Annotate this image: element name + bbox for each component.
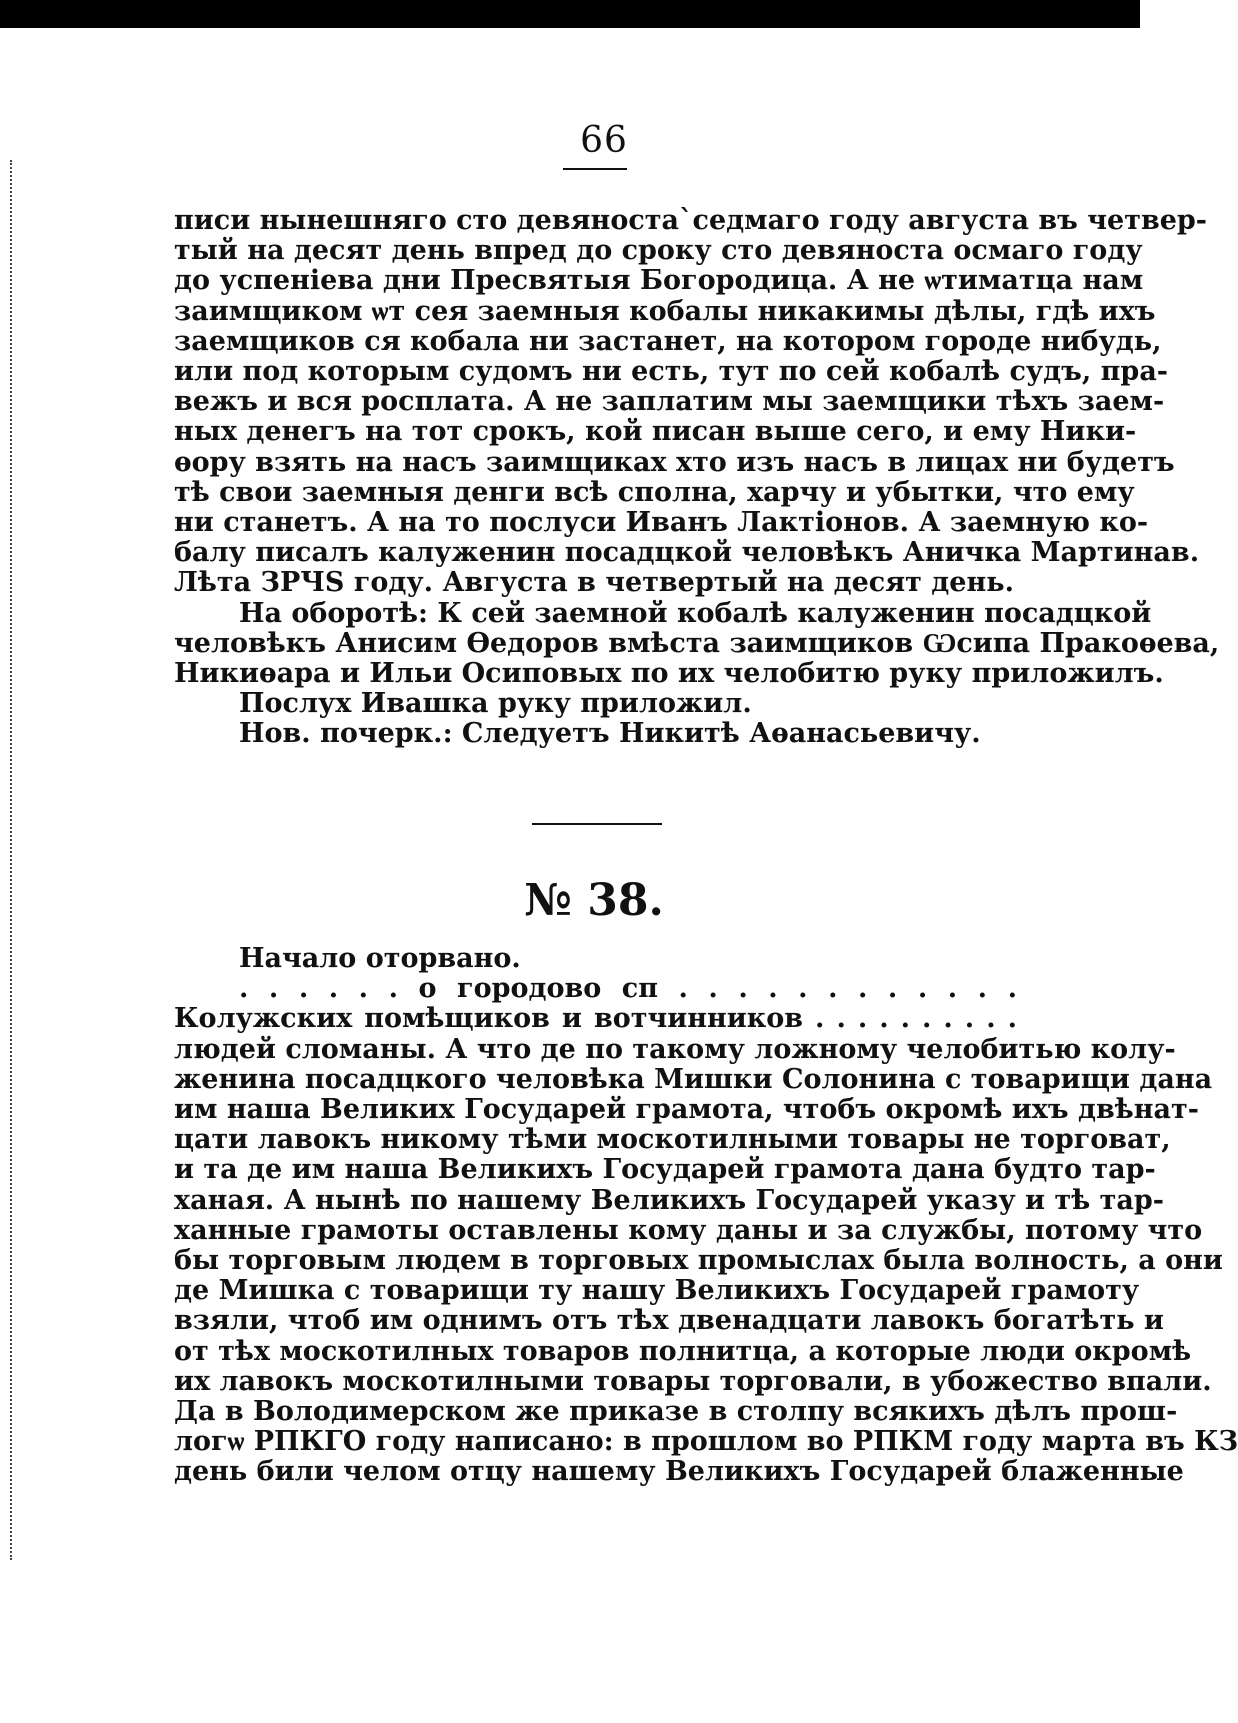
text-line: человѣкъ Анисим Ѳедоров вмѣста заимщиков Ѡсипа Пракоѳева, (174, 627, 1220, 659)
text-line: логѡ РПКГО году написано: в прошлом во РПКМ году марта въ КЗ (174, 1426, 1238, 1458)
text-line: ни станетъ. А на то послуси Иванъ Лактiонов. А заемную ко- (174, 507, 1149, 539)
text-line: женина посадцкого человѣка Мишки Солонина с товарищи дана (174, 1063, 1213, 1095)
section-heading: № 38. (524, 875, 664, 926)
text-line: взяли, чтоб им однимъ отъ тѣх двенадцати лавокъ богатѣть и (174, 1305, 1164, 1337)
section-divider (532, 823, 662, 825)
text-line: день били челом отцу нашему Великихъ Государей блаженные (174, 1456, 1184, 1488)
text-line: бы торговым людем в торговых промыслах была волность, а они (174, 1245, 1223, 1277)
text-line: от тѣх москотилных товаров полнитца, а которые люди окромѣ (174, 1335, 1192, 1367)
text-line: вежъ и вся росплата. А не заплатим мы заемщики тѣхъ заем- (174, 386, 1165, 418)
text-line: тѣ свои заемныя денги всѣ сполна, харчу и убытки, что ему (174, 476, 1135, 508)
text-line: де Мишка с товарищи ту нашу Великихъ Государей грамоту (174, 1275, 1140, 1307)
text-line: и та де им наша Великихъ Государей грамота дана будто тар- (174, 1154, 1156, 1186)
text-line: людей сломаны. А что де по такому ложному челобитью колу- (174, 1033, 1176, 1065)
text-line: их лавокъ москотилными товары торговали, в убожество впали. (174, 1365, 1212, 1397)
page-number: 66 (580, 120, 628, 161)
text-line: до успенiева дни Пресвятыя Богородица. А не ѡтиматца нам (174, 265, 1144, 297)
text-line: или под которым судомъ ни есть, тут по сей кобалѣ судъ, пра- (174, 356, 1169, 388)
text-line: тый на десят день впред до сроку сто девяноста осмаго году (174, 235, 1143, 267)
page-number-underline (563, 168, 627, 170)
text-line: ханая. А нынѣ по нашему Великихъ Государей указу и тѣ тар- (174, 1184, 1164, 1216)
text-line: ѳору взять на насъ заимщиках хто изъ насъ в лицах ни будетъ (174, 446, 1175, 478)
scan-top-border (0, 0, 1140, 28)
text-line-reverse-note: На оборотѣ: К сей заемной кобалѣ калуженин посадцкой (239, 597, 1152, 629)
text-line: ханные грамоты оставлены кому даны и за службы, потому что (174, 1214, 1203, 1246)
text-line-torn-note: Начало оторвано. (239, 943, 521, 974)
text-line: балу писалъ калуженин посадцкой человѣкъ Аничка Мартинав. (174, 537, 1200, 569)
scan-left-edge-marks (10, 160, 12, 1560)
text-line-lacuna: . . . . . . о городово сп . . . . . . . . . . . . (239, 973, 1017, 1005)
text-line-witness: Послух Ивашка руку приложил. (239, 688, 752, 720)
document-text-top (174, 205, 1220, 750)
text-line: цати лавокъ никому тѣми москотилными товары не торговат, (174, 1124, 1171, 1156)
text-line: ных денегъ на тот срокъ, кой писан выше сего, и ему Ники- (174, 416, 1137, 448)
text-line: Никиѳара и Ильи Осиповых по их челобитю руку приложилъ. (174, 658, 1164, 690)
text-line: писи нынешняго сто девяноста`седмаго году августа въ четвер- (174, 205, 1207, 236)
text-line: Лѣта ЗРЧS году. Августа в четвертый на десят день. (174, 567, 1014, 599)
text-line: им наша Великих Государей грамота, чтобъ окромѣ ихъ двѣнат- (174, 1094, 1199, 1126)
text-line: заимщиком ѡт сея заемныя кобалы никакимы дѣлы, гдѣ ихъ (174, 295, 1156, 327)
text-line-lacuna: Колужских помѣщиков и вотчинников . . . . . . . . . . (174, 1003, 1017, 1035)
text-line: заемщиков ся кобала ни застанет, на котором городе нибудь, (174, 325, 1162, 357)
text-line-new-hand: Нов. почерк.: Следуетъ Никитѣ Аѳанасьевичу. (239, 718, 981, 750)
text-line: Да в Володимерском же приказе в столпу всякихъ дѣлъ прош- (174, 1396, 1178, 1428)
document-text-bottom (174, 943, 1238, 1488)
